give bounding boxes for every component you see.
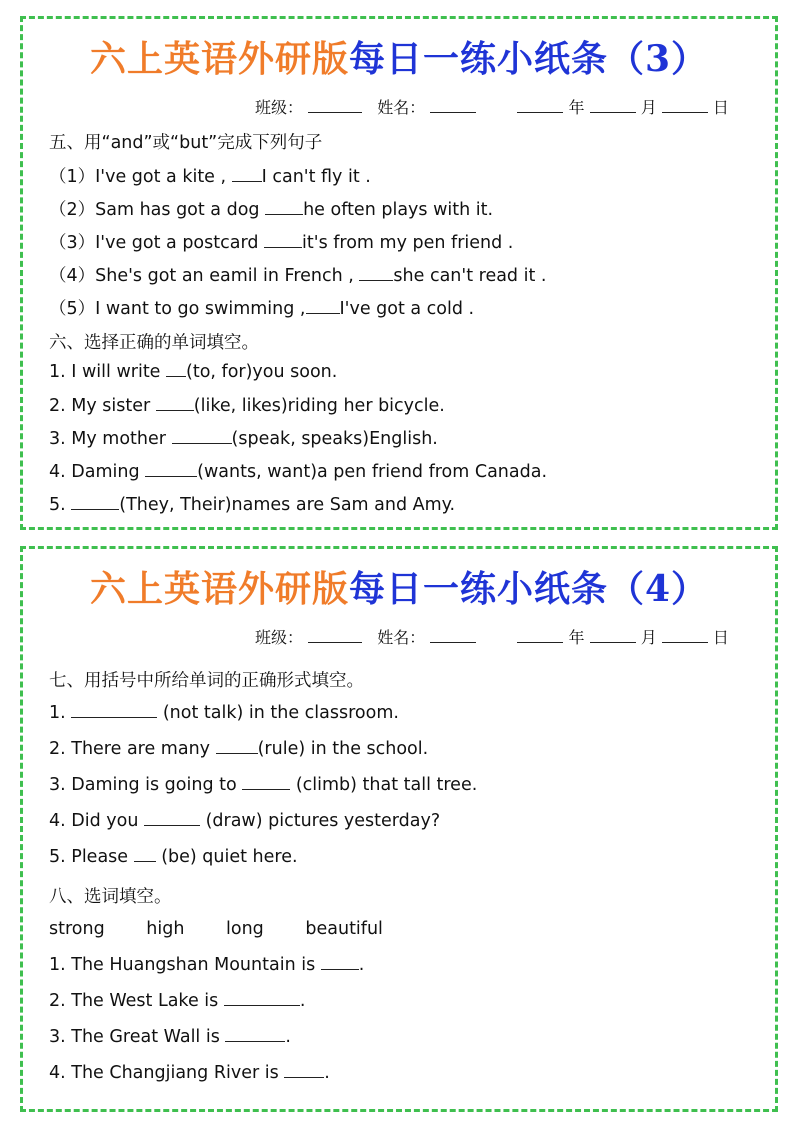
word-bank-item: beautiful <box>305 919 383 939</box>
answer-blank[interactable] <box>242 775 290 790</box>
answer-blank[interactable] <box>232 167 262 182</box>
title-orange-part: 六上英语外研版 <box>89 568 349 610</box>
name-blank[interactable] <box>430 628 476 643</box>
word-bank-item: strong <box>49 919 105 939</box>
answer-blank[interactable] <box>71 703 157 718</box>
answer-blank[interactable] <box>359 266 393 281</box>
title-orange-part: 六上英语外研版 <box>89 38 349 80</box>
answer-blank[interactable] <box>321 955 359 970</box>
section-5-heading: 五、用“and”或“but”完成下列句子 <box>49 133 323 153</box>
question-item: 3. Daming is going to (climb) that tall tree. <box>49 775 478 795</box>
class-label: 班级： <box>255 628 304 647</box>
year-blank[interactable] <box>517 98 563 113</box>
answer-blank[interactable] <box>156 396 194 411</box>
month-blank[interactable] <box>590 628 636 643</box>
answer-blank[interactable] <box>216 739 258 754</box>
title-blue-part: 每日一练小纸条（4） <box>348 568 709 610</box>
word-bank-item: long <box>226 919 264 939</box>
day-label: 日 <box>712 98 729 117</box>
class-label: 班级： <box>255 98 304 117</box>
question-item: 2. My sister (like, likes)riding her bicycle. <box>49 396 445 416</box>
question-item: （2）Sam has got a dog he often plays with it. <box>49 200 494 220</box>
student-info-row <box>255 95 729 118</box>
day-blank[interactable] <box>662 628 708 643</box>
answer-blank[interactable] <box>264 233 302 248</box>
answer-blank[interactable] <box>166 362 186 377</box>
question-item: （3）I've got a postcard it's from my pen friend . <box>49 233 514 253</box>
student-info-row <box>255 625 729 648</box>
year-blank[interactable] <box>517 628 563 643</box>
question-item: 4. Did you (draw) pictures yesterday? <box>49 811 441 831</box>
question-item: 2. The West Lake is . <box>49 991 306 1011</box>
day-label: 日 <box>712 628 729 647</box>
worksheet-title <box>23 31 775 82</box>
word-bank-item: high <box>146 919 185 939</box>
question-item: 1. The Huangshan Mountain is . <box>49 955 365 975</box>
question-item: （1）I've got a kite , I can't fly it . <box>49 167 371 187</box>
question-item: 1. (not talk) in the classroom. <box>49 703 399 723</box>
year-label: 年 <box>568 628 585 647</box>
class-blank[interactable] <box>308 628 362 643</box>
word-bank <box>49 919 419 939</box>
answer-blank[interactable] <box>172 429 232 444</box>
answer-blank[interactable] <box>265 200 303 215</box>
month-label: 月 <box>640 98 657 117</box>
section-6-heading: 六、选择正确的单词填空。 <box>49 333 259 353</box>
worksheet-card-3 <box>20 16 778 530</box>
question-item: 1. I will write (to, for)you soon. <box>49 362 338 382</box>
section-8-heading: 八、选词填空。 <box>49 887 172 907</box>
month-blank[interactable] <box>590 98 636 113</box>
title-blue-part: 每日一练小纸条（3） <box>348 38 709 80</box>
name-label: 姓名： <box>377 98 426 117</box>
worksheet-card-4 <box>20 546 778 1112</box>
answer-blank[interactable] <box>71 495 119 510</box>
question-item: （4）She's got an eamil in French , she can't read it . <box>49 266 547 286</box>
answer-blank[interactable] <box>284 1063 324 1078</box>
question-item: 4. Daming (wants, want)a pen friend from Canada. <box>49 462 548 482</box>
question-item: 3. The Great Wall is . <box>49 1027 291 1047</box>
class-blank[interactable] <box>308 98 362 113</box>
answer-blank[interactable] <box>144 811 200 826</box>
question-item: （5）I want to go swimming , I've got a cold . <box>49 299 475 319</box>
month-label: 月 <box>640 628 657 647</box>
question-item: 4. The Changjiang River is . <box>49 1063 330 1083</box>
answer-blank[interactable] <box>134 847 156 862</box>
question-item: 5. (They, Their)names are Sam and Amy. <box>49 495 456 515</box>
question-item: 5. Please (be) quiet here. <box>49 847 298 867</box>
year-label: 年 <box>568 98 585 117</box>
question-item: 2. There are many (rule) in the school. <box>49 739 429 759</box>
question-item: 3. My mother (speak, speaks)English. <box>49 429 438 449</box>
answer-blank[interactable] <box>145 462 197 477</box>
answer-blank[interactable] <box>225 1027 285 1042</box>
worksheet-title <box>23 561 775 612</box>
answer-blank[interactable] <box>306 299 340 314</box>
answer-blank[interactable] <box>224 991 300 1006</box>
day-blank[interactable] <box>662 98 708 113</box>
name-label: 姓名： <box>377 628 426 647</box>
section-7-heading: 七、用括号中所给单词的正确形式填空。 <box>49 671 364 691</box>
name-blank[interactable] <box>430 98 476 113</box>
